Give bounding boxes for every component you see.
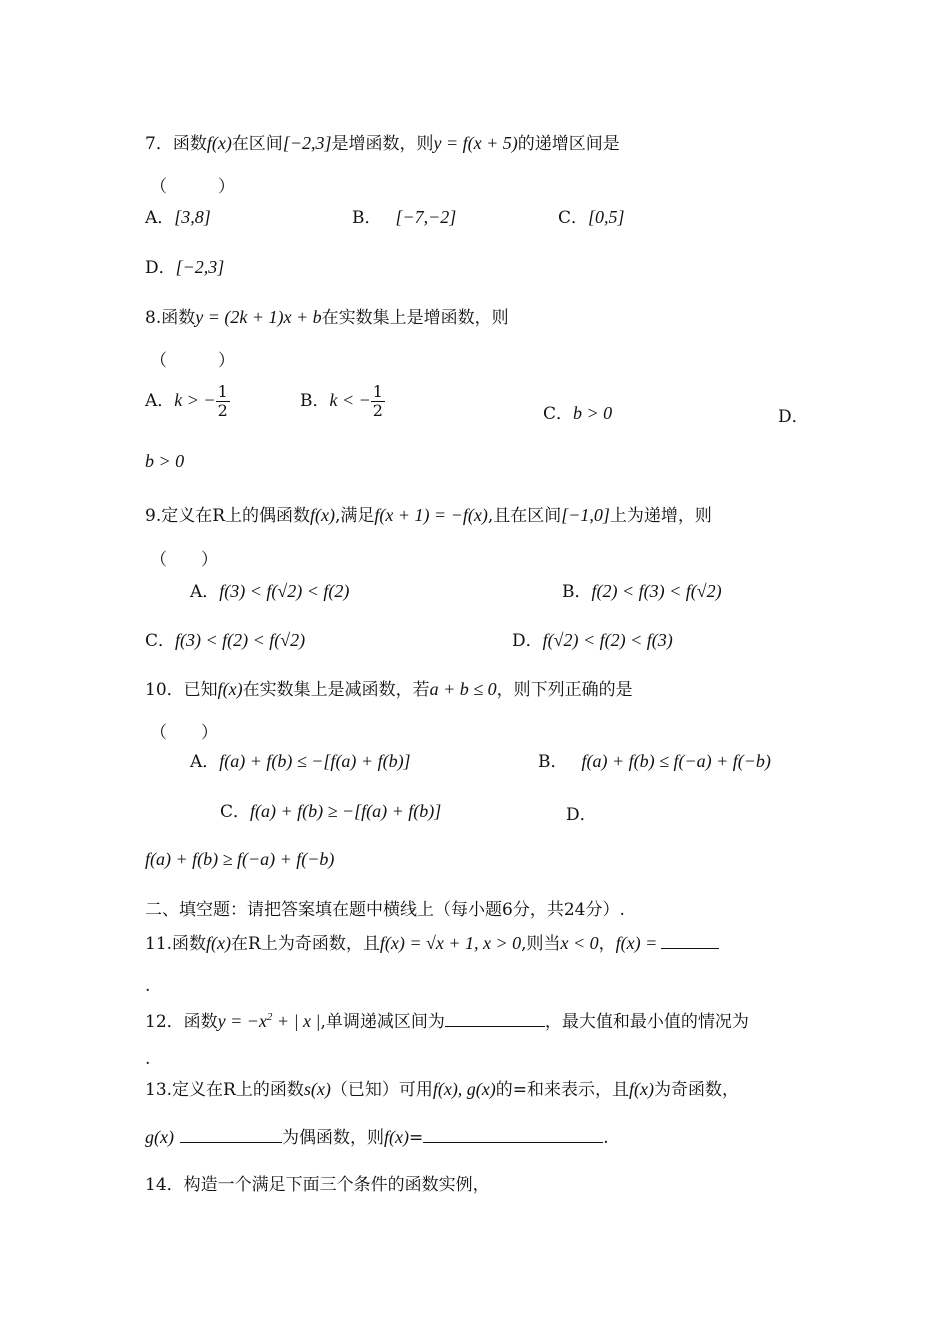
q7-option-a: A．[3,8] bbox=[145, 207, 211, 228]
q8-option-a: A．k > − $\frac{1}{2}$ bbox=[145, 382, 228, 420]
q11-trailing-period: . bbox=[145, 976, 151, 996]
q8-option-d-label: D． bbox=[778, 407, 809, 427]
q9-option-a: A．f(3) < f(√2) < f(2) bbox=[190, 581, 350, 602]
q13-stem-line1: 13.定义在R上的函数s(x)（已知）可用f(x), g(x)的=和来表示，且f(x)为奇函数， bbox=[145, 1079, 740, 1100]
q11-stem: 11.函数f(x)在R上为奇函数，且f(x) = √x + 1, x > 0,则当x < 0，f(x) = bbox=[145, 930, 719, 955]
q9-stem: 9.定义在R上的偶函数f(x),满足f(x + 1) = −f(x),且在区间[−1,0]上为递增，则 bbox=[145, 505, 712, 526]
q10-option-b: B． f(a) + f(b) ≤ f(−a) + f(−b) bbox=[538, 751, 771, 772]
q13-gx-blank[interactable] bbox=[180, 1124, 282, 1143]
q7-stem: 7．函数f(x)在区间[−2,3]是增函数，则y = f(x + 5)的递增区间是 bbox=[145, 133, 620, 154]
q7-option-c: C．[0,5] bbox=[558, 207, 625, 228]
q9-answer-paren: （ ） bbox=[150, 550, 218, 570]
section-2-heading: 二、填空题：请把答案填在题中横线上（每小题6分，共24分）. bbox=[145, 900, 625, 920]
q12-trailing-period: . bbox=[145, 1049, 151, 1069]
q10-option-a: A．f(a) + f(b) ≤ −[f(a) + f(b)] bbox=[190, 751, 411, 772]
q10-answer-paren: （ ） bbox=[150, 723, 218, 743]
q10-stem: 10．已知f(x)在实数集上是减函数，若a + b ≤ 0，则下列正确的是 bbox=[145, 679, 633, 700]
q7-fx: f(x) bbox=[206, 133, 232, 153]
q10-option-d-value: f(a) + f(b) ≥ f(−a) + f(−b) bbox=[145, 849, 335, 869]
q7-option-b: B． [−7,−2] bbox=[352, 207, 457, 228]
q8-option-d-value: b > 0 bbox=[145, 451, 185, 471]
q13-stem-line2: g(x) 为偶函数，则f(x)= . bbox=[145, 1124, 609, 1149]
q7-expr: y = f(x + 5) bbox=[433, 133, 518, 153]
q9-option-c: C．f(3) < f(2) < f(√2) bbox=[145, 630, 306, 651]
q14-stem: 14．构造一个满足下面三个条件的函数实例， bbox=[145, 1175, 490, 1195]
q11-answer-blank[interactable] bbox=[661, 930, 719, 949]
q10-option-c: C．f(a) + f(b) ≥ −[f(a) + f(b)] bbox=[220, 801, 442, 822]
q8-option-b: B．k < − $\frac{1}{2}$ bbox=[300, 382, 383, 420]
q12-decreasing-interval-blank[interactable] bbox=[445, 1008, 545, 1027]
q9-option-b: B．f(2) < f(3) < f(√2) bbox=[562, 581, 722, 602]
q7-option-d: D．[−2,3] bbox=[145, 257, 225, 278]
q10-option-d-label: D． bbox=[566, 805, 597, 825]
q8-answer-paren: （ ） bbox=[150, 351, 235, 371]
q8-option-c: C．b > 0 bbox=[543, 403, 613, 424]
q7-answer-paren: （ ） bbox=[150, 177, 235, 197]
q7-interval: [−2,3] bbox=[282, 133, 332, 153]
q8-expr: y = (2k + 1)x + b bbox=[195, 307, 322, 327]
q8-stem: 8.函数y = (2k + 1)x + b在实数集上是增函数，则 bbox=[145, 307, 509, 328]
q9-option-d: D．f(√2) < f(2) < f(3) bbox=[512, 630, 673, 651]
q12-stem: 12．函数$y = -x^2$ + | x |,单调递减区间为 ，最大值和最小值的情况为 bbox=[145, 1006, 749, 1033]
q13-fx-answer-blank[interactable] bbox=[423, 1124, 603, 1143]
